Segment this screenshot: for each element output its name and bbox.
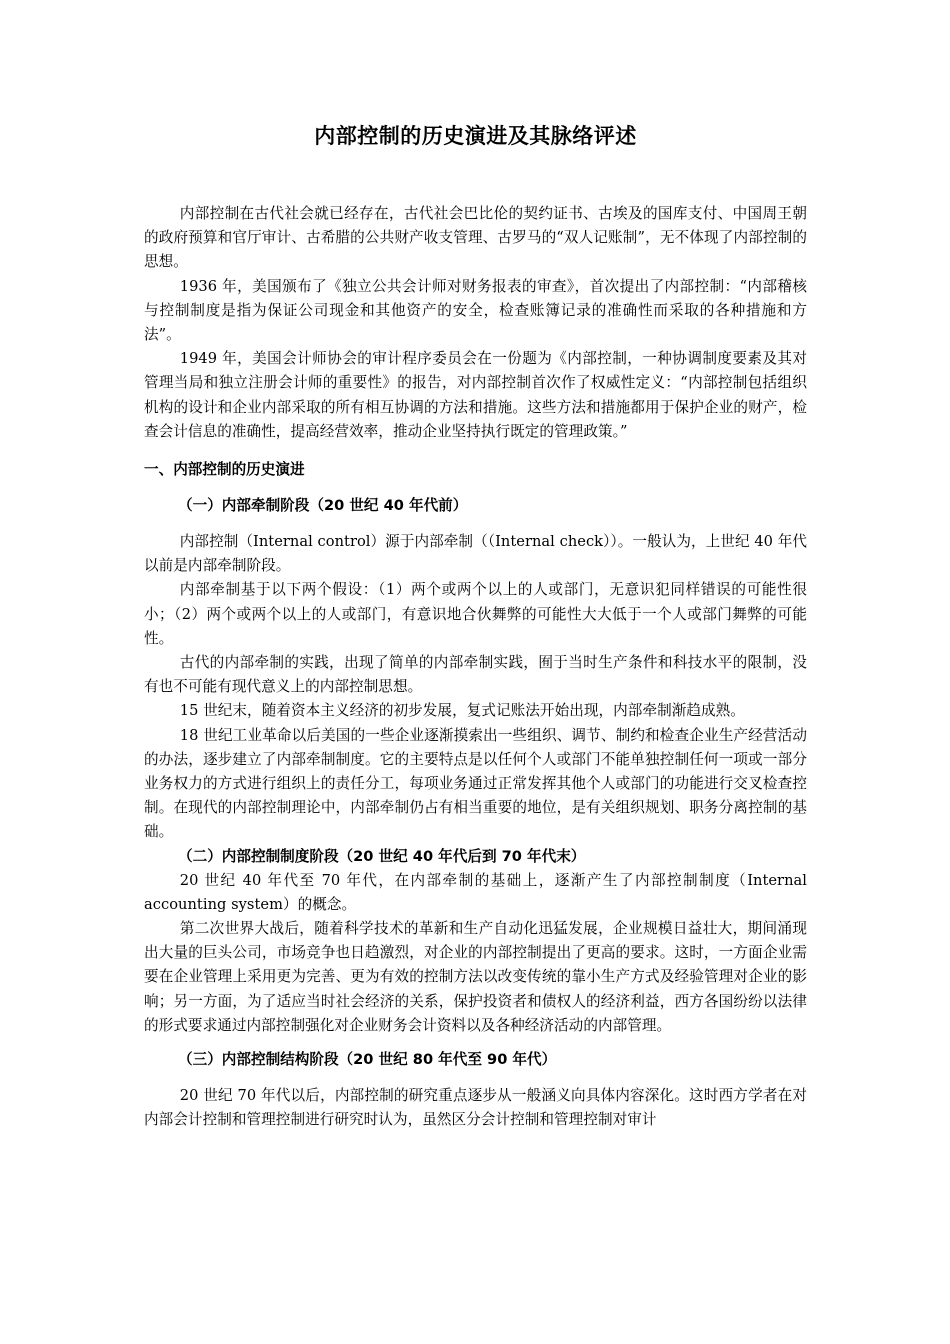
subsection-heading: （三）内部控制结构阶段（20 世纪 80 年代至 90 年代） [178,1051,557,1069]
paragraph: 18 世纪工业革命以后美国的一些企业逐渐摸索出一些组织、调节、制约和检查企业生产经营活动的办法，逐步建立了内部牵制制度。它的主要特点是以任何个人或部门不能单独控制任何一项或一部分业务权力的方式进行组织上的责任分工，每项业务通过正常发挥其他个人或部门的功能进行交叉检查控制。在现代的内部控制理论中，内部牵制仍占有相当重要的地位，是有关组织规划、职务分离控制的基础。 [144,726,807,841]
subsection-heading: （一）内部牵制阶段（20 世纪 40 年代前） [178,497,468,515]
paragraph: 内部控制（Internal control）源于内部牵制（（Internal check））。一般认为，上世纪 40 年代以前是内部牵制阶段。 [144,533,807,575]
document-title: 内部控制的历史演进及其脉络评述 [314,124,637,148]
paragraph: 第二次世界大战后，随着科学技术的革新和生产自动化迅猛发展，企业规模日益壮大，期间涌现出大量的巨头公司，市场竞争也日趋激烈，对企业的内部控制提出了更高的要求。这时，一方面企业需要在企业管理上采用更为完善、更为有效的控制方法以改变传统的靠小生产方式及经验管理对企业的影响；另一方面，为了适应当时社会经济的关系，保护投资者和债权人的经济利益，西方各国纷纷以法律的形式要求通过内部控制强化对企业财务会计资料以及各种经济活动的内部管理。 [144,920,807,1034]
subsection-heading: （二）内部控制制度阶段（20 世纪 40 年代后到 70 年代末） [178,847,586,865]
paragraph: 20 世纪 40 年代至 70 年代，在内部牵制的基础上，逐渐产生了内部控制制度（Internal accounting system）的概念。 [144,871,807,913]
paragraph: 古代的内部牵制的实践，出现了简单的内部牵制实践，囿于当时生产条件和科技水平的限制，没有也不可能有现代意义上的内部控制思想。 [144,654,807,696]
paragraph: 1936 年，美国颁布了《独立公共会计师对财务报表的审查》，首次提出了内部控制：“内部稽核与控制制度是指为保证公司现金和其他资产的安全，检查账簿记录的准确性而采取的各种措施和方法”。 [144,277,807,344]
document-body [144,118,807,1133]
paragraph: 内部牵制基于以下两个假设：（1）两个或两个以上的人或部门，无意识犯同样错误的可能性很小；（2）两个或两个以上的人或部门，有意识地合伙舞弊的可能性大大低于一个人或部门舞弊的可能性。 [144,581,807,647]
paragraph: 15 世纪末，随着资本主义经济的初步发展，复式记账法开始出现，内部牵制渐趋成熟。 [179,702,745,720]
paragraph: 内部控制在古代社会就已经存在，古代社会巴比伦的契约证书、古埃及的国库支付、中国周王朝的政府预算和官厅审计、古希腊的公共财产收支管理、古罗马的“双人记账制”，无不体现了内部控制的思想。 [144,205,807,271]
paragraph: 1949 年，美国会计师协会的审计程序委员会在一份题为《内部控制，一种协调制度要素及其对管理当局和独立注册会计师的重要性》的报告，对内部控制首次作了权威性定义：“内部控制包括组织机构的设计和企业内部采取的所有相互协调的方法和措施。这些方法和措施都用于保护企业的财产，检查会计信息的准确性，提高经营效率，推动企业坚持执行既定的管理政策。” [144,350,807,440]
section-heading: 一、内部控制的历史演进 [144,461,305,479]
paragraph: 20 世纪 70 年代以后，内部控制的研究重点逐步从一般涵义向具体内容深化。这时西方学者在对内部会计控制和管理控制进行研究时认为，虽然区分会计控制和管理控制对审计 [144,1087,807,1129]
